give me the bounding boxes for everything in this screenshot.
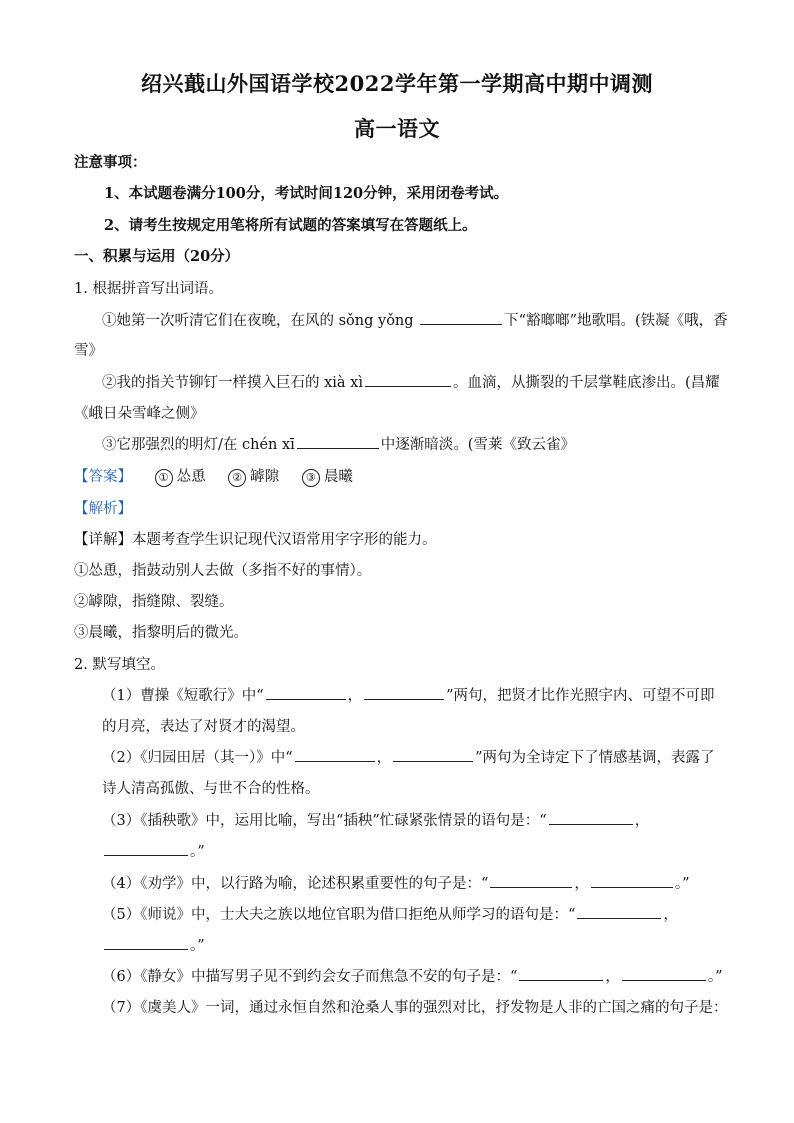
q2-4-text-pre: （4）《劝学》中，以行路为喻，论述积累重要性的句子是：“ [102,876,489,892]
q2-5-text-post: 。” [190,938,205,954]
answer-blank [266,685,346,700]
comma: ， [634,813,650,829]
answer-blank [297,434,379,449]
q2-3-text-post: 。” [190,844,205,860]
analysis-item-2: ②罅隙，指缝隙、裂缝。 [74,594,234,610]
q2-item-3-cont [102,840,205,861]
circled-number: ① [155,469,173,487]
q2-item-2-cont: 诗人清高孤傲、与世不合的性格。 [102,781,320,797]
q2-item-4 [102,872,690,893]
q1-sentence-2 [102,371,720,392]
q2-item-5-cont [102,934,205,955]
q2-item-2 [102,746,715,767]
answer-text: 晨曦 [323,469,353,485]
answer-item-2 [228,465,279,487]
answer-blank [577,904,661,919]
answer-blank [393,747,473,762]
q1-s2-text-post: 。血滴，从撕裂的千层掌鞋底渗出。(昌耀 [453,375,720,391]
q2-6-text-post: 。” [707,969,723,985]
circled-number: ② [228,469,246,487]
q2-1-text-post: ”两句，把贤才比作光照宇内、可望不可即 [446,688,715,704]
answer-blank [622,966,706,981]
q2-item-5 [102,903,678,924]
q2-item-1 [102,684,715,705]
answer-text: 罅隙 [250,469,280,485]
section-1-heading: 一、积累与运用（20分） [74,248,240,265]
q2-4-text-post: 。” [674,876,690,892]
q1-s3-text-post: 中逐渐暗淡。(雪莱《致云雀》 [380,437,575,453]
q2-item-1-cont: 的月亮，表达了对贤才的渴望。 [102,719,305,735]
exam-subtitle: 高一语文 [354,116,440,141]
answer-blank [519,966,603,981]
q1-sentence-1 [102,309,728,330]
q2-item-3 [102,809,649,830]
q1-sentence-1-cont: 雪》 [74,343,103,359]
q1-s3-text-pre: ③它那强烈的明灯/在 chén xī [102,437,295,453]
q2-6-text-pre: （6）《静女》中描写男子见不到约会女子而焦急不安的句子是：“ [102,969,518,985]
q1-answer-row [74,465,353,487]
answer-item-1 [155,465,206,487]
q2-5-text: （5）《师说》中，士大夫之族以地位官职为借口拒绝从师学习的语句是：“ [102,907,576,923]
q2-item-6 [102,965,723,986]
answer-item-3 [302,465,353,487]
notice-item-1: 1、本试题卷满分100分，考试时间120分钟，采用闭卷考试。 [104,185,509,202]
answer-blank [490,873,572,888]
q2-1-text-pre: （1）曹操《短歌行》中“ [102,688,264,704]
q2-item-7: （7）《虞美人》一词，通过永恒自然和沧桑人事的强烈对比，抒发物是人非的亡国之痛的句子是： [102,1000,728,1016]
analysis-item-1: ①怂恿，指鼓动别人去做（多指不好的事情）。 [74,563,372,579]
q1-s2-text-pre: ②我的指关节铆钉一样摸入巨石的 xià xì [102,375,363,391]
question-1-stem: 1. 根据拼音写出词语。 [74,281,223,297]
q2-2-text-pre: （2）《归园田居（其一）》中“ [102,750,293,766]
answer-blank [591,873,673,888]
notice-item-2: 2、请考生按规定用笔将所有试题的答案填写在答题纸上。 [104,217,477,234]
question-2-stem: 2. 默写填空。 [74,657,165,673]
analysis-label: 【解析】 [74,501,132,517]
q1-s1-text-post: 下“豁啷啷”地歌唱。(铁凝《哦，香 [504,313,728,329]
q2-2-text-post: ”两句为全诗定下了情感基调，表露了 [475,750,715,766]
q1-sentence-3 [102,433,575,454]
comma: ， [663,907,678,923]
answer-blank [104,935,188,950]
comma: ， [347,688,363,704]
answer-label: 【答案】 [74,469,132,485]
q1-s1-text-pre: ①她第一次听清它们在夜晚，在风的 sǒng yǒng [102,313,419,329]
notice-heading: 注意事项： [74,154,147,171]
q1-sentence-2-cont: 《峨日朵雪峰之侧》 [74,406,205,422]
answer-blank [364,685,444,700]
answer-text: 怂恿 [176,469,206,485]
comma: ， [376,750,392,766]
comma: ， [605,969,620,985]
answer-blank [549,810,633,825]
answer-blank [420,310,502,325]
answer-blank [104,841,188,856]
circled-number: ③ [302,469,320,487]
q2-3-text: （3）《插秧歌》中，运用比喻，写出“插秧”忙碌紧张情景的语句是：“ [102,813,547,829]
analysis-item-3: ③晨曦，指黎明后的微光。 [74,625,248,641]
exam-title: 绍兴蕺山外国语学校2022学年第一学期高中期中调测 [141,71,653,96]
answer-blank [365,372,451,387]
analysis-detail: 【详解】本题考查学生识记现代汉语常用字字形的能力。 [74,532,437,548]
answer-blank [295,747,375,762]
comma: ， [574,876,589,892]
